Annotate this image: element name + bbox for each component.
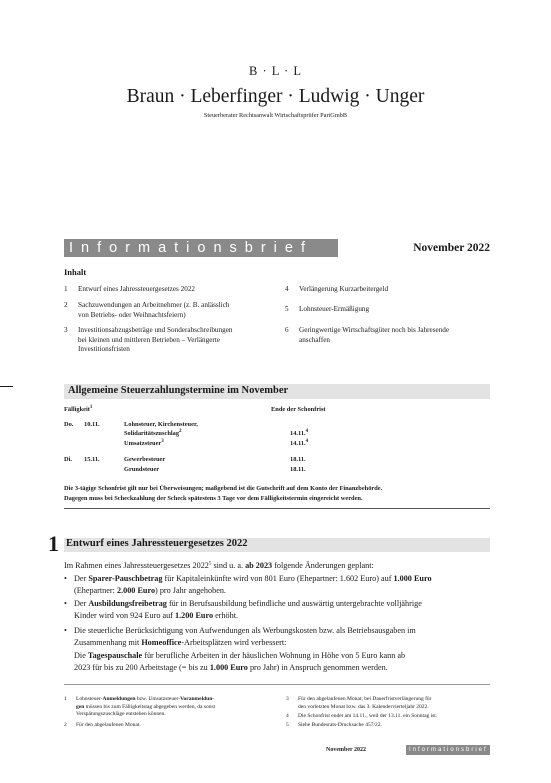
newsletter-title: Informationsbrief xyxy=(69,240,313,256)
toc-text: Verlängerung Kurzarbeitergeld xyxy=(299,285,389,293)
row-grace: 18.11. xyxy=(290,466,306,473)
toc-num: 2 xyxy=(64,301,68,309)
row-item: Lohnsteuer, Kirchensteuer, xyxy=(124,421,198,428)
footer-title: Informationsbrief xyxy=(409,747,488,753)
toc-text: von Betriebs- oder Weihnachtsfeiern) xyxy=(78,310,186,319)
issue-date: November 2022 xyxy=(413,242,490,254)
toc-text: anschaffen xyxy=(299,335,330,344)
list-item: • Der Sparer-Pauschbetrag für Kapitaleinkünfte wird von 801 Euro (Ehepartner: 1.602 Euro) auf 1.000 Euro (Ehepartner: 2.000 Euro) pro Jahr angehoben. xyxy=(64,574,432,595)
grace-note: Dagegen muss bei Scheckzahlung der Scheck spätestens 3 Tage vor dem Fälligkeitstermin eingereicht werden. xyxy=(64,495,363,502)
bullet-icon: • xyxy=(64,626,67,635)
toc-text: Sachzuwendungen an Arbeitnehmer (z. B. anlässlich xyxy=(78,301,230,309)
toc-text: Investitionsfristen xyxy=(78,345,130,353)
toc-item xyxy=(64,326,284,356)
footnote: 4 Die Schonfrist endet am 14.11., weil der 13.11. ein Sonntag ist. xyxy=(286,713,438,719)
row-grace: 14.11.$^4$ xyxy=(290,438,309,447)
row-item: Grundsteuer xyxy=(124,466,160,473)
row-item: Gewerbesteuer xyxy=(124,456,166,463)
footnote: 5 Siehe Bundesrats-Drucksache 457/22. xyxy=(286,722,382,728)
fold-mark xyxy=(0,386,13,387)
toc-num: 1 xyxy=(64,285,68,293)
footer-date: November 2022 xyxy=(326,747,367,753)
toc-item xyxy=(64,301,284,321)
firm-initials: B · L · L xyxy=(249,64,302,78)
newsletter-title-band xyxy=(64,239,338,257)
toc-item xyxy=(285,305,490,315)
toc-num: 4 xyxy=(285,285,289,293)
chapter-intro: Im Rahmen eines Jahressteuergesetzes 2022$^5$ sind u. a. ab 2023 folgende Änderungen geplant: xyxy=(64,561,374,570)
firm-name: Braun · Leberfinger · Ludwig · Unger xyxy=(126,86,425,107)
toc-num: 5 xyxy=(285,305,289,313)
toc-item xyxy=(64,285,284,295)
bullet-icon: • xyxy=(64,599,67,608)
toc-text: Entwurf eines Jahressteuergesetzes 2022 xyxy=(78,285,196,293)
list-item: • Der Ausbildungsfreibetrag für in Berufsausbildung befindliche und auswärtig untergebrachte volljährige Kinder wird von 924 Euro auf 1.200 Euro erhöht. xyxy=(64,599,422,620)
chapter-title: Entwurf eines Jahressteuergesetzes 2022 xyxy=(66,538,248,549)
footnote-rule xyxy=(64,684,490,685)
row-date: 10.11. xyxy=(84,421,100,428)
toc-text: Geringwertige Wirtschaftsgüter noch bis Jahresende xyxy=(299,326,450,334)
row-date: 15.11. xyxy=(84,456,100,463)
section-divider xyxy=(64,508,490,509)
row-item: Umsatzsteuer$^3$ xyxy=(124,438,164,447)
toc-item xyxy=(285,285,490,295)
toc-num: 6 xyxy=(285,326,289,334)
footnote: 3 Für den abgelaufenen Monat; bei Dauerfristverlängerung für den vorletzten Monat bzw. das 3. Kalendervierteljahr 2022. xyxy=(286,696,432,710)
row-day: Do. xyxy=(64,421,74,428)
row-item: Solidaritätszuschlag$^2$ xyxy=(124,428,182,437)
firm-subline: Steuerberater Rechtsanwalt Wirtschaftsprüfer PartGmbB xyxy=(203,112,348,119)
chapter-number: 1 xyxy=(48,531,59,556)
bullet-icon: • xyxy=(64,574,67,583)
list-item: • Die steuerliche Berücksichtigung von Aufwendungen als Werbungskosten bzw. als Betriebsausgaben im Zusammenhang mit Homeoffice-Arbeitsplätzen wird verbessert: xyxy=(64,626,416,647)
row-grace: 18.11. xyxy=(290,456,306,463)
footnote: 1 Lohnsteuer-Anmeldungen bzw. Umsatzsteuer-Voranmeldun- gen müssen bis zum Fälligkeitstag abgegeben werden, da sonst Verspätungszuschläge entstehen können. xyxy=(64,696,216,718)
toc-text: Lohnsteuer-Ermäßigung xyxy=(299,305,370,313)
footnote: 2 Für den abgelaufenen Monat. xyxy=(64,722,141,728)
footer-band xyxy=(406,745,490,755)
grace-note: Die 3-tägige Schonfrist gilt nur bei Überweisungen; maßgebend ist die Gutschrift auf dem Konto der Finanzbehörde. xyxy=(64,485,383,492)
row-grace: 14.11.$^4$ xyxy=(290,428,309,437)
toc-item xyxy=(285,326,490,346)
homeoffice-paragraph: Die Tagespauschale für berufliche Arbeiten in der häuslichen Wohnung in Höhe von 5 Euro kann ab 2023 für bis zu 200 Arbeitstage (= bis zu 1.000 Euro pro Jahr) in Anspruch genommen werden. xyxy=(74,651,406,672)
toc-text: bei kleinen und mittleren Betrieben – Verlängerte xyxy=(78,335,220,344)
tax-dates-title: Allgemeine Steuerzahlungstermine im November xyxy=(68,385,289,396)
toc-text: Investitionsabzugsbeträge und Sonderabschreibungen xyxy=(78,326,233,334)
col-header-due: Fälligkeit$^1$ xyxy=(64,404,93,413)
toc-num: 3 xyxy=(64,326,68,334)
row-day: Di. xyxy=(64,456,72,463)
toc-title: Inhalt xyxy=(64,267,87,277)
col-header-grace: Ende der Schonfrist xyxy=(271,406,326,413)
